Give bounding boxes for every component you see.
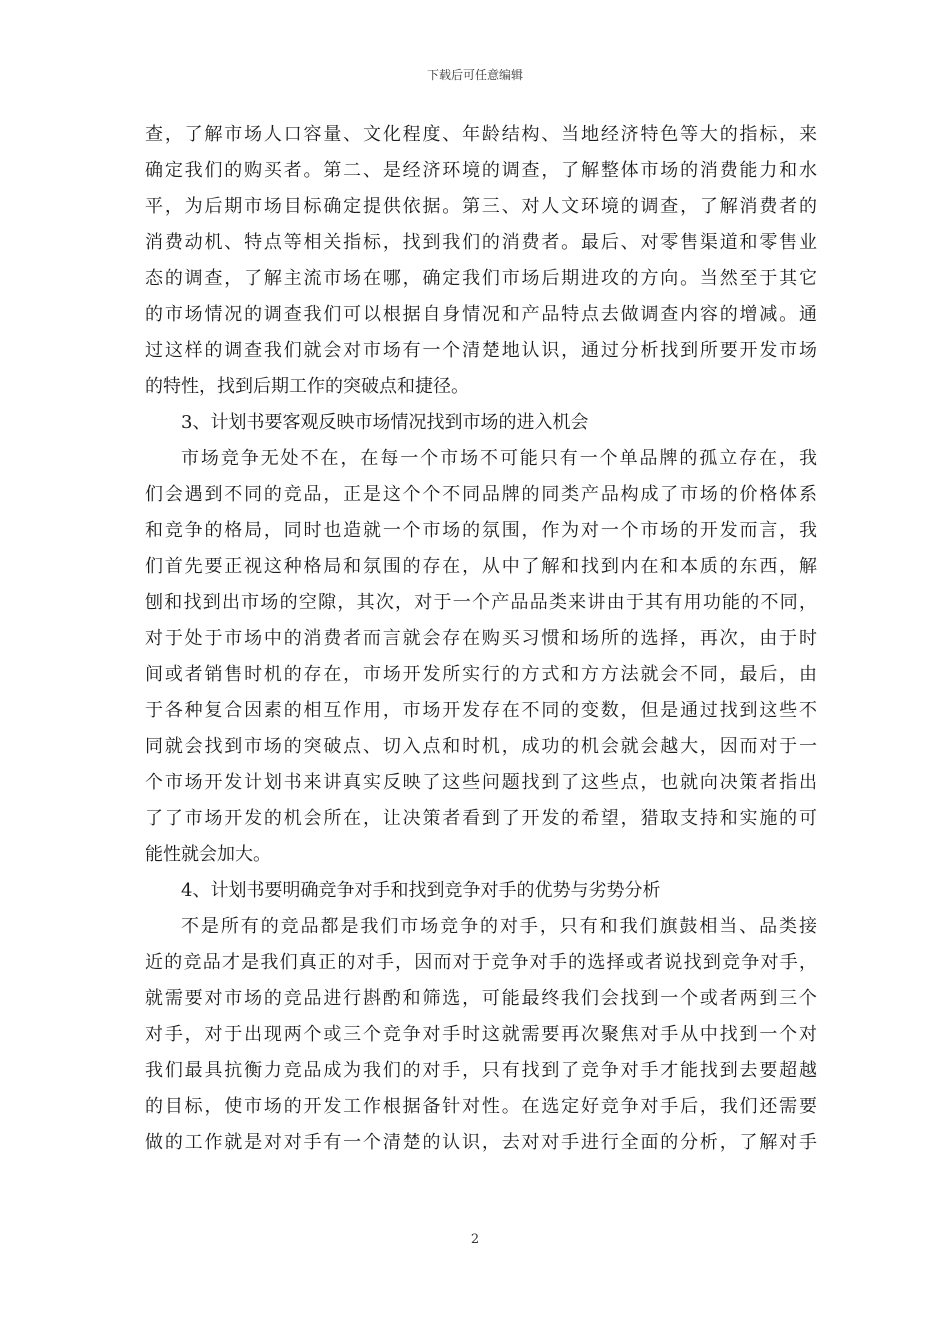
text-line: 刨和找到出市场的空隙，其次，对于一个产品品类来讲由于其有用功能的不同， xyxy=(145,592,817,613)
text-line: 能性就会加大。 xyxy=(145,844,271,865)
text-line: 于各种复合因素的相互作用，市场开发存在不同的变数，但是通过找到这些不 xyxy=(145,700,817,721)
text-line: 的市场情况的调查我们可以根据自身情况和产品特点去做调查内容的增减。通 xyxy=(145,304,817,325)
text-line: 消费动机、特点等相关指标，找到我们的消费者。最后、对零售渠道和零售业 xyxy=(145,232,817,253)
text-line: 个市场开发计划书来讲真实反映了这些问题找到了这些点，也就向决策者指出 xyxy=(145,772,817,793)
text-line: 近的竞品才是我们真正的对手，因而对于竞争对手的选择或者说找到竞争对手， xyxy=(145,952,817,973)
text-line: 过这样的调查我们就会对市场有一个清楚地认识，通过分析找到所要开发市场 xyxy=(145,340,817,361)
text-line: 我们最具抗衡力竞品成为我们的对手，只有找到了竞争对手才能找到去要超越 xyxy=(145,1060,817,1081)
section-heading: 3、计划书要客观反映市场情况找到市场的进入机会 xyxy=(181,412,589,433)
page-header: 下载后可任意编辑 xyxy=(426,68,523,82)
document-body xyxy=(145,117,817,1161)
text-line: 不是所有的竞品都是我们市场竞争的对手，只有和我们旗鼓相当、品类接 xyxy=(181,916,817,937)
text-line: 对于处于市场中的消费者而言就会存在购买习惯和场所的选择，再次，由于时 xyxy=(145,628,817,649)
text-line: 和竞争的格局，同时也造就一个市场的氛围，作为对一个市场的开发而言，我 xyxy=(145,520,817,541)
text-line: 们首先要正视这种格局和氛围的存在，从中了解和找到内在和本质的东西，解 xyxy=(145,556,817,577)
text-line: 的特性，找到后期工作的突破点和捷径。 xyxy=(145,376,469,397)
text-line: 确定我们的购买者。第二、是经济环境的调查，了解整体市场的消费能力和水 xyxy=(145,160,817,181)
text-line: 查，了解市场人口容量、文化程度、年龄结构、当地经济特色等大的指标，来 xyxy=(145,124,817,145)
text-line: 们会遇到不同的竞品，正是这个个不同品牌的同类产品构成了市场的价格体系 xyxy=(145,484,817,505)
page-number: 2 xyxy=(470,1232,480,1247)
section-heading: 4、计划书要明确竞争对手和找到竞争对手的优势与劣势分析 xyxy=(181,880,661,901)
text-line: 同就会找到市场的突破点、切入点和时机，成功的机会就会越大，因而对于一 xyxy=(145,736,817,757)
text-line: 就需要对市场的竞品进行斟酌和筛选，可能最终我们会找到一个或者两到三个 xyxy=(145,988,817,1009)
text-line: 对手，对于出现两个或三个竞争对手时这就需要再次聚焦对手从中找到一个对 xyxy=(145,1024,817,1045)
text-line: 市场竞争无处不在，在每一个市场不可能只有一个单品牌的孤立存在，我 xyxy=(181,448,817,469)
text-line: 间或者销售时机的存在，市场开发所实行的方式和方方法就会不同，最后，由 xyxy=(145,664,817,685)
text-line: 的目标，使市场的开发工作根据备针对性。在选定好竞争对手后，我们还需要 xyxy=(145,1096,817,1117)
text-line: 做的工作就是对对手有一个清楚的认识，去对对手进行全面的分析，了解对手 xyxy=(145,1132,817,1153)
text-line: 了了市场开发的机会所在，让决策者看到了开发的希望，猎取支持和实施的可 xyxy=(145,808,817,829)
text-line: 平，为后期市场目标确定提供依据。第三、对人文环境的调查，了解消费者的 xyxy=(145,196,817,217)
text-line: 态的调查，了解主流市场在哪，确定我们市场后期进攻的方向。当然至于其它 xyxy=(145,268,817,289)
